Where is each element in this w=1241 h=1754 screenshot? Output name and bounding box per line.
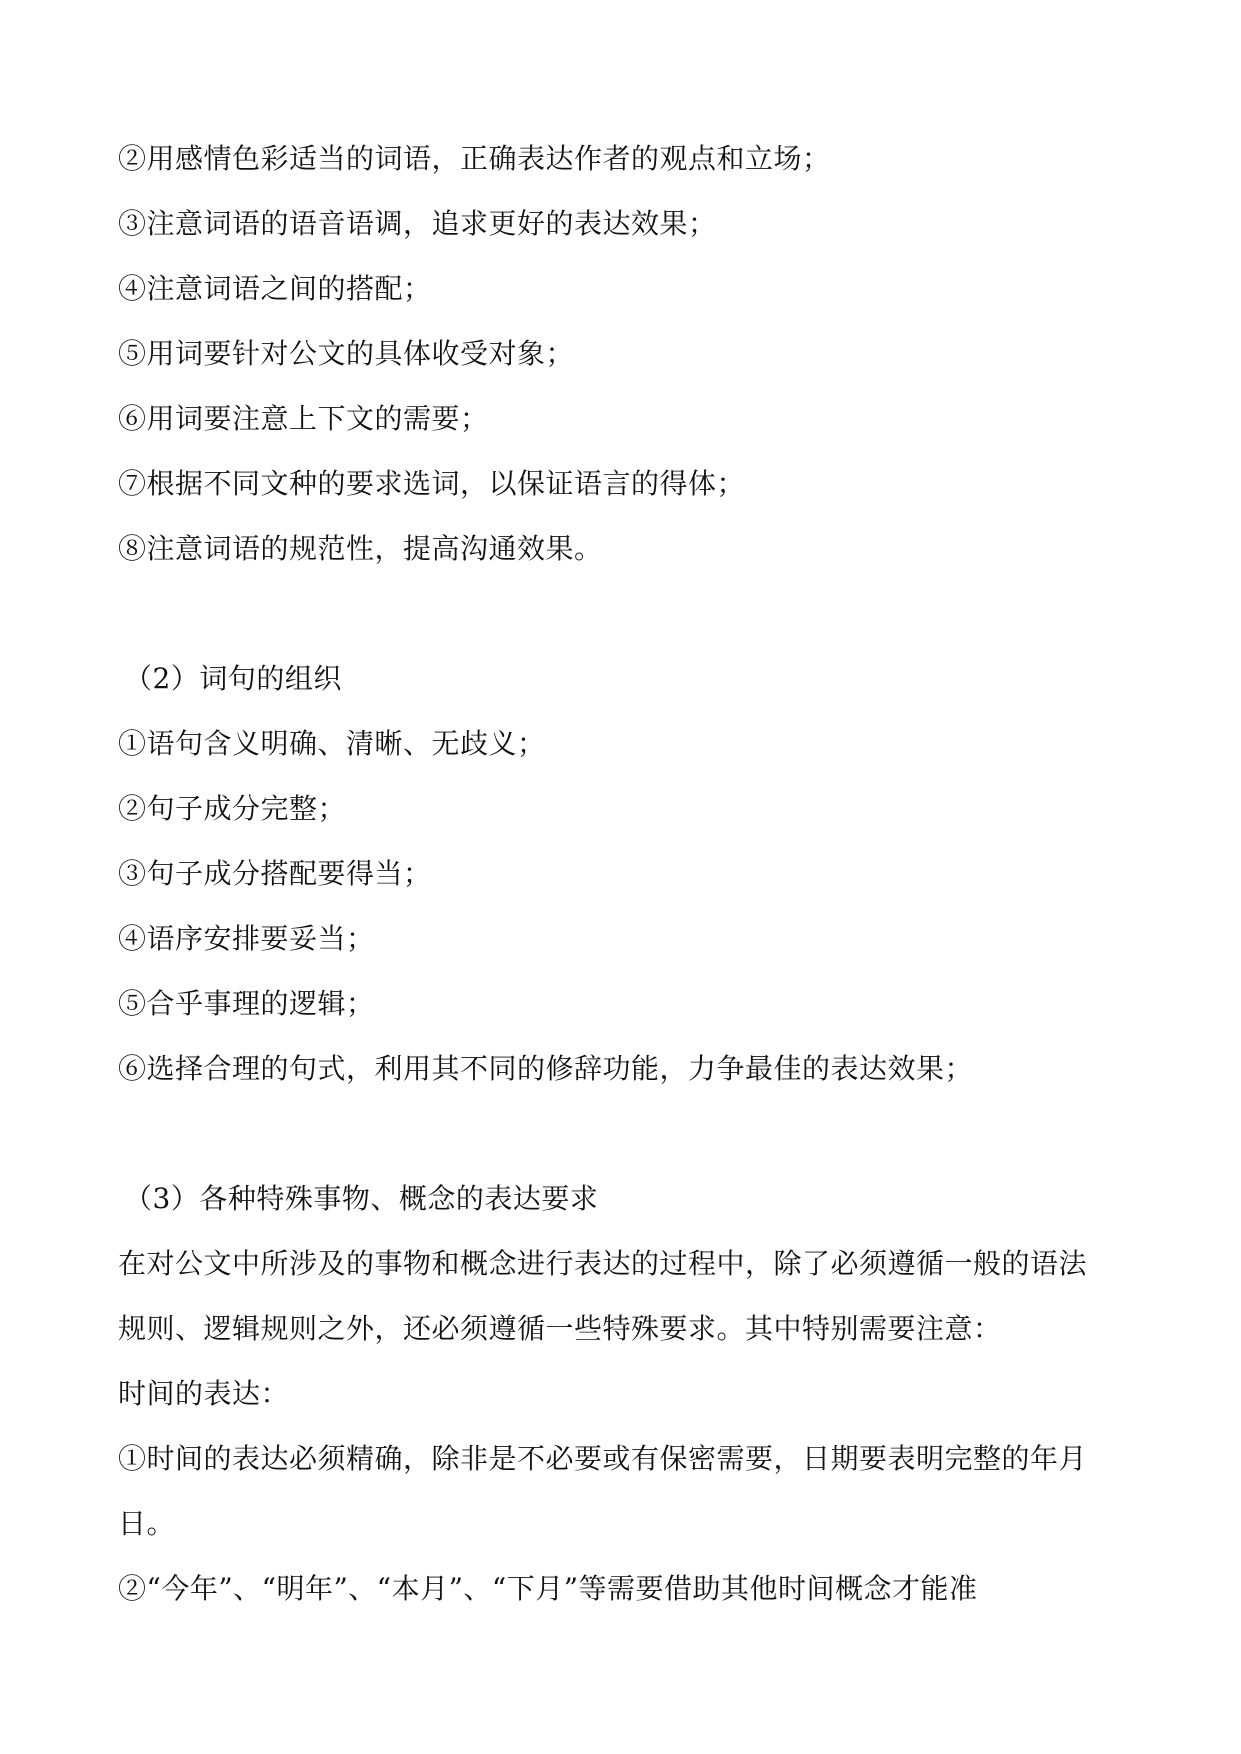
list-item: ②用感情色彩适当的词语，正确表达作者的观点和立场； bbox=[118, 142, 831, 175]
list-item: ③句子成分搭配要得当； bbox=[118, 857, 432, 890]
list-item: ④语序安排要妥当； bbox=[118, 922, 375, 955]
list-item: ⑦根据不同文种的要求选词，以保证语言的得体； bbox=[118, 467, 746, 500]
list-item: ②句子成分完整； bbox=[118, 792, 347, 825]
subheading-time-expression: 时间的表达： bbox=[118, 1377, 290, 1410]
paragraph-line: 规则、逻辑规则之外，还必须遵循一些特殊要求。其中特别需要注意： bbox=[118, 1312, 1002, 1345]
list-item: ①语句含义明确、清晰、无歧义； bbox=[118, 727, 546, 760]
list-item: ②“今年”、“明年”、“本月”、“下月”等需要借助其他时间概念才能准 bbox=[118, 1572, 978, 1605]
section-heading-word-organization: （2）词句的组织 bbox=[124, 662, 342, 695]
list-item: ③注意词语的语音语调，追求更好的表达效果； bbox=[118, 207, 717, 240]
paragraph-line: 在对公文中所涉及的事物和概念进行表达的过程中，除了必须遵循一般的语法 bbox=[118, 1247, 1088, 1280]
section-heading-special-concepts: （3）各种特殊事物、概念的表达要求 bbox=[124, 1182, 599, 1215]
section-spacer bbox=[118, 581, 1128, 646]
list-item: ⑤用词要针对公文的具体收受对象； bbox=[118, 337, 575, 370]
list-item: ⑥选择合理的句式，利用其不同的修辞功能，力争最佳的表达效果； bbox=[118, 1052, 974, 1085]
document-body bbox=[118, 126, 1128, 1621]
list-item: ⑧注意词语的规范性，提高沟通效果。 bbox=[118, 532, 603, 565]
list-item: ⑥用词要注意上下文的需要； bbox=[118, 402, 489, 435]
list-item: ①时间的表达必须精确，除非是不必要或有保密需要，日期要表明完整的年月 bbox=[118, 1442, 1088, 1475]
list-item: ④注意词语之间的搭配； bbox=[118, 272, 432, 305]
section-spacer bbox=[118, 1101, 1128, 1166]
list-item-continuation: 日。 bbox=[118, 1507, 176, 1540]
list-item: ⑤合乎事理的逻辑； bbox=[118, 987, 375, 1020]
